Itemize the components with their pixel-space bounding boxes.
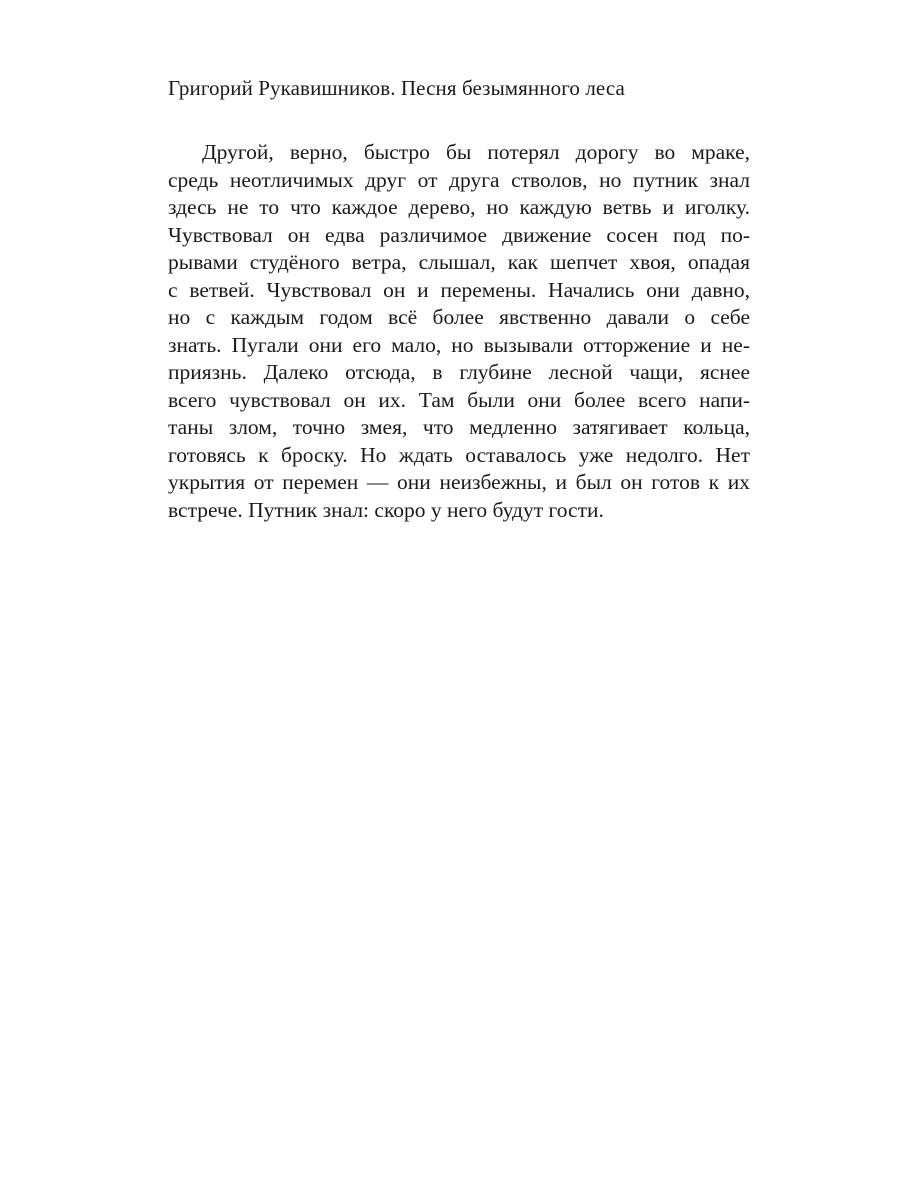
paragraph-line: но с каждым годом всё более явственно давали о себе	[168, 305, 750, 329]
body-paragraph	[168, 139, 750, 524]
paragraph-line: здесь не то что каждое дерево, но каждую ветвь и иголку.	[168, 195, 750, 219]
paragraph-line: средь неотличимых друг от друга стволов, но путник знал	[168, 167, 750, 192]
paragraph-line: знать. Пугали они его мало, но вызывали отторжение и не-	[168, 332, 750, 357]
paragraph-line: всего чувствовал он их. Там были они более всего напи-	[168, 387, 750, 412]
paragraph-line: готовясь к броску. Но ждать оставалось уже недолго. Нет	[168, 442, 750, 467]
paragraph-line: таны злом, точно змея, что медленно затягивает кольца,	[168, 415, 750, 439]
paragraph-line: Чувствовал он едва различимое движение сосен под по-	[168, 222, 750, 247]
paragraph-line: Другой, верно, быстро бы потерял дорогу во мраке,	[202, 140, 750, 164]
paragraph-line: приязнь. Далеко отсюда, в глубине лесной чащи, яснее	[168, 360, 750, 384]
paragraph-line: с ветвей. Чувствовал он и перемены. Начались они давно,	[168, 277, 750, 302]
paragraph-line: встрече. Путник знал: скоро у него будут гости.	[168, 497, 604, 522]
paragraph-line: укрытия от перемен — они неизбежны, и был он готов к их	[168, 470, 750, 494]
paragraph-line: рывами студёного ветра, слышал, как шепчет хвоя, опадая	[168, 250, 750, 274]
running-head: Григорий Рукавишников. Песня безымянного леса	[168, 76, 625, 100]
